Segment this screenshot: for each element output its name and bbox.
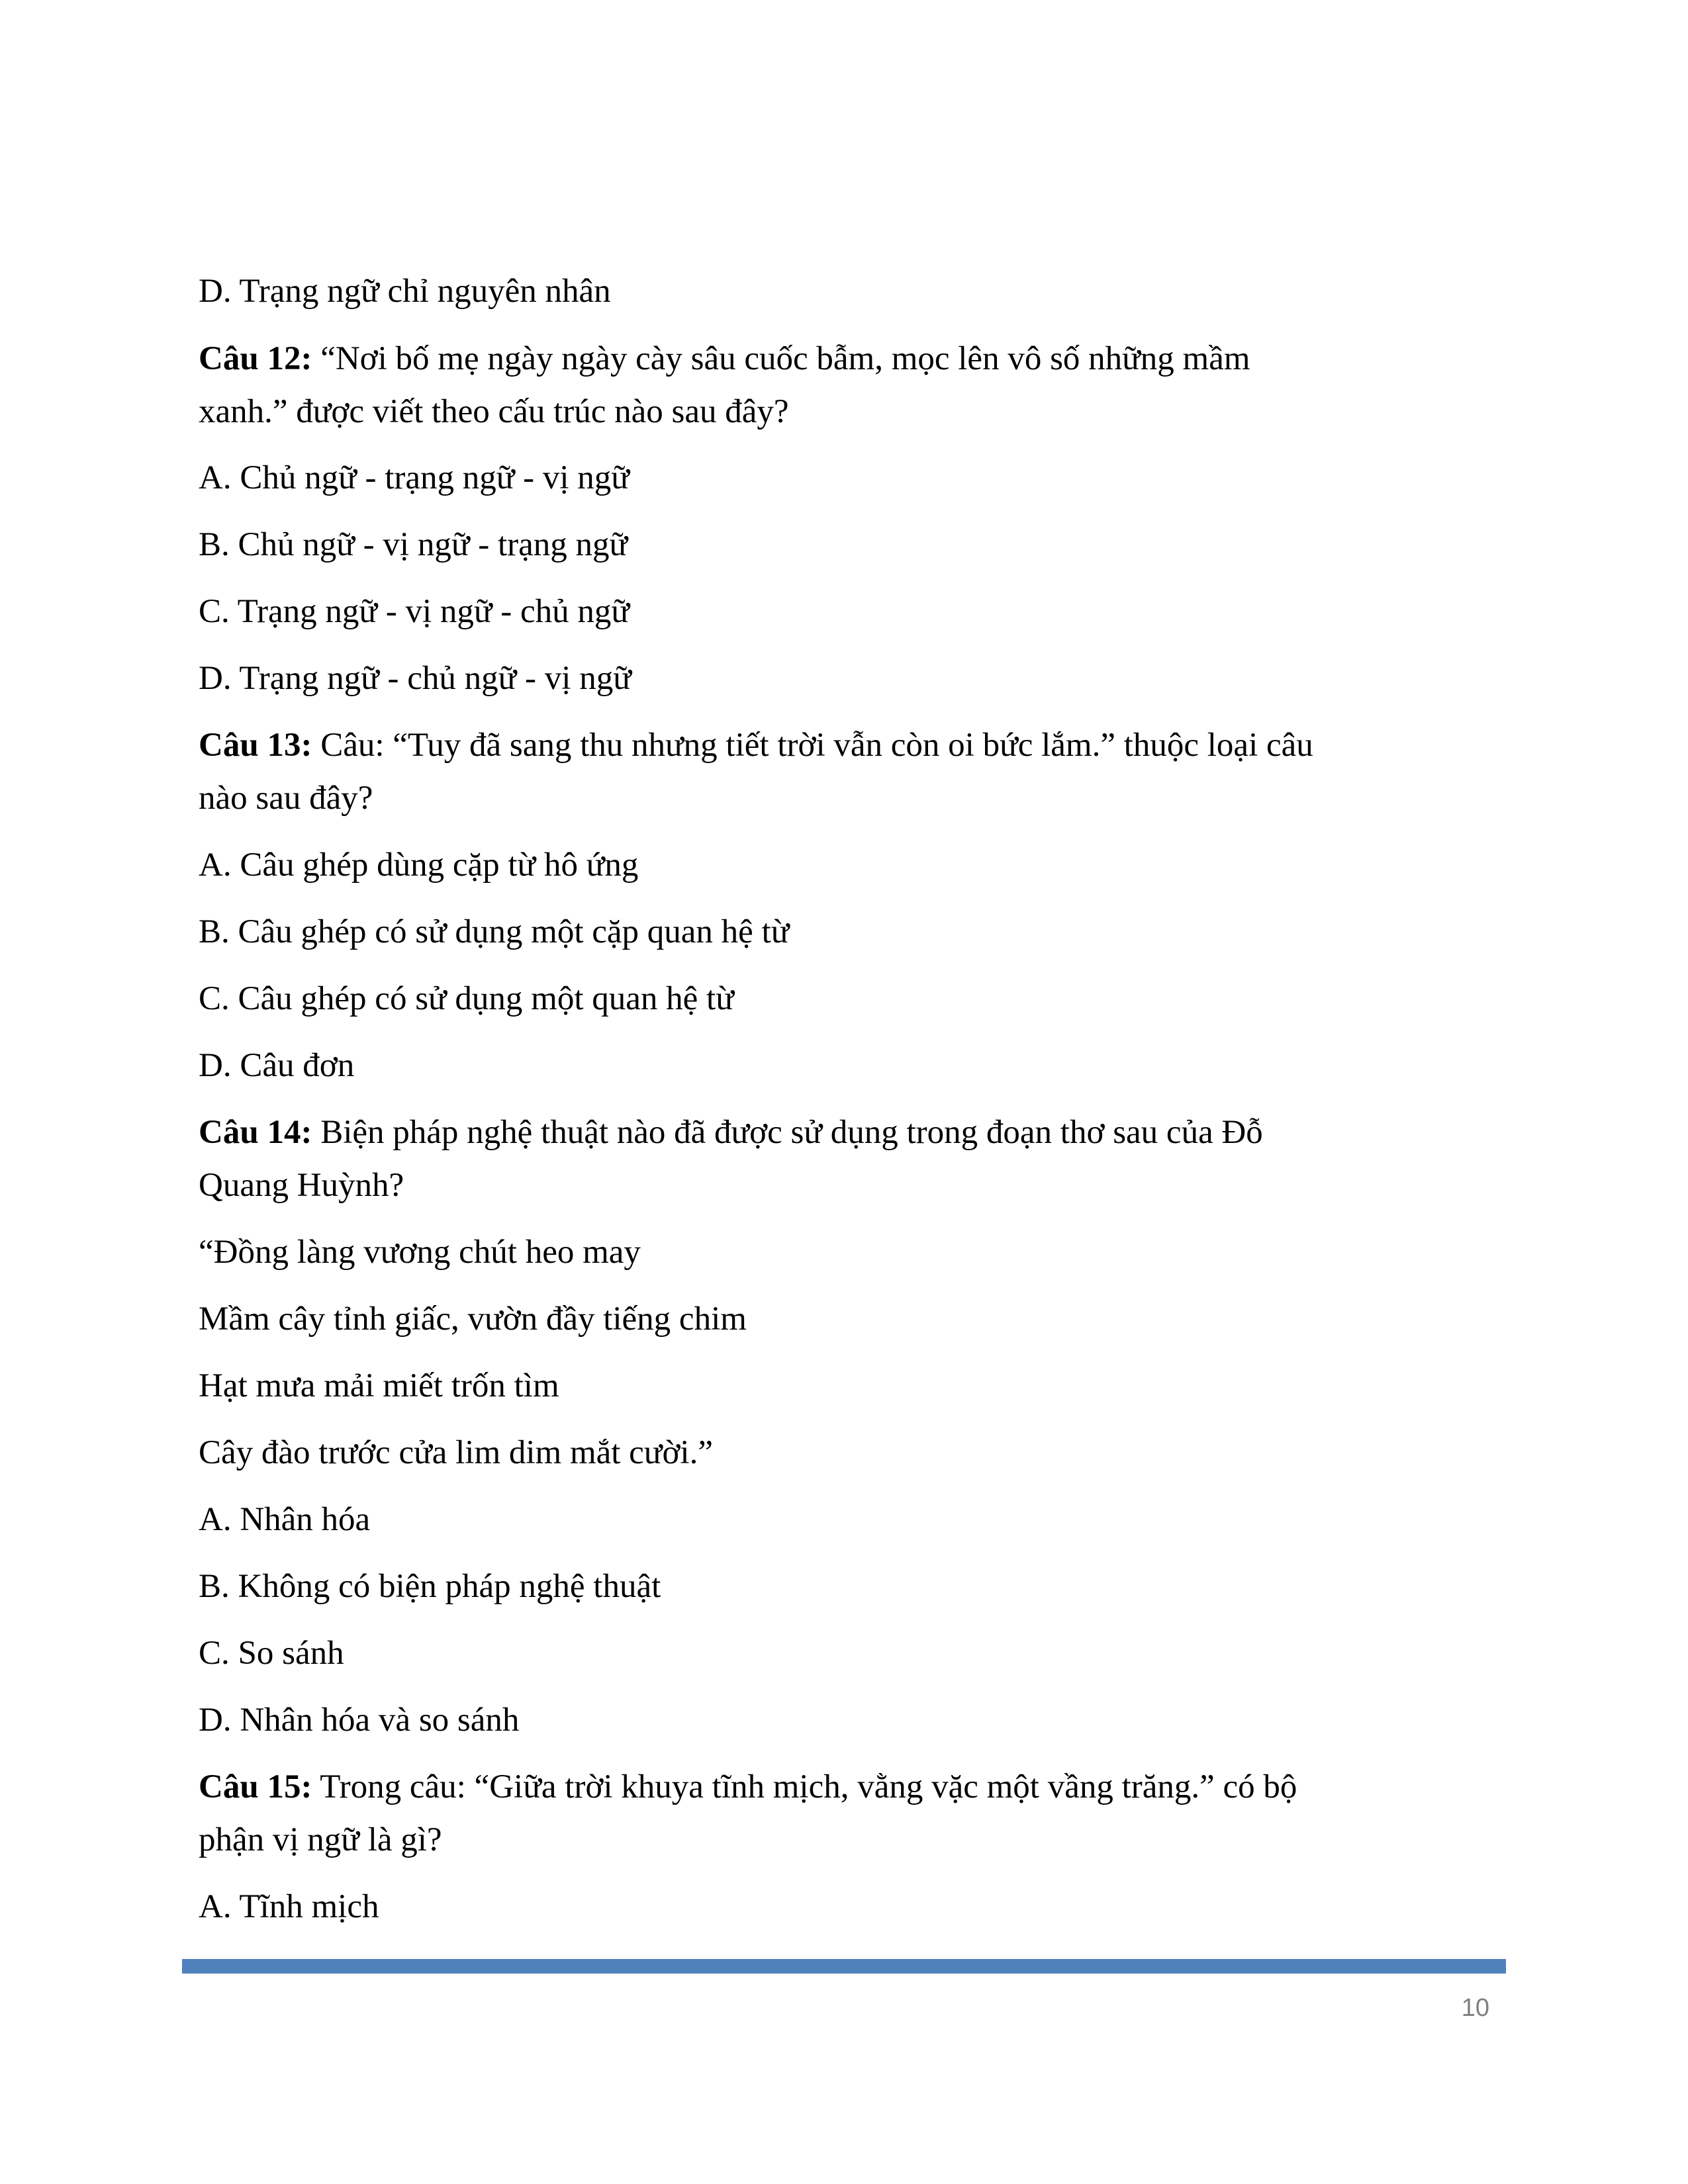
line-text: “Đồng làng vương chút heo may <box>199 1234 641 1271</box>
text-line <box>199 458 630 498</box>
line-text: Hạt mưa mải miết trốn tìm <box>199 1367 559 1404</box>
question-label: Câu 12: <box>199 340 312 377</box>
line-text: D. Trạng ngữ chỉ nguyên nhân <box>199 273 611 310</box>
text-line <box>199 1633 344 1673</box>
line-text: D. Nhân hóa và so sánh <box>199 1702 520 1739</box>
text-line <box>199 525 628 565</box>
text-line <box>199 778 373 818</box>
text-line <box>199 271 611 311</box>
line-text: “Nơi bố mẹ ngày ngày cày sâu cuốc bẫm, mọc lên vô số những mầm <box>312 340 1250 377</box>
text-line <box>199 1567 661 1606</box>
text-line <box>199 1046 354 1085</box>
text-line <box>199 1366 559 1406</box>
line-text: xanh.” được viết theo cấu trúc nào sau đây? <box>199 393 789 430</box>
text-line <box>199 725 1313 765</box>
text-line <box>199 1232 641 1272</box>
line-text: D. Câu đơn <box>199 1047 355 1084</box>
text-line <box>199 659 632 698</box>
text-line <box>199 1700 519 1740</box>
line-text: Câu: “Tuy đã sang thu nhưng tiết trời vẫn còn oi bức lắm.” thuộc loại câu <box>312 727 1313 764</box>
question-label: Câu 15: <box>199 1768 312 1805</box>
text-line <box>199 592 630 631</box>
line-text: A. Nhân hóa <box>199 1501 371 1538</box>
line-text: A. Câu ghép dùng cặp từ hô ứng <box>199 846 639 884</box>
line-text: C. So sánh <box>199 1635 344 1672</box>
line-text: Cây đào trước cửa lim dim mắt cười.” <box>199 1434 713 1471</box>
line-text: D. Trạng ngữ - chủ ngữ - vị ngữ <box>199 660 632 697</box>
line-text: Trong câu: “Giữa trời khuya tĩnh mịch, vằng vặc một vầng trăng.” có bộ <box>312 1768 1297 1805</box>
text-line <box>199 1500 370 1539</box>
line-text: Biện pháp nghệ thuật nào đã được sử dụng trong đoạn thơ sau của Đỗ <box>312 1114 1263 1151</box>
text-line <box>199 1433 713 1473</box>
question-label: Câu 14: <box>199 1114 312 1151</box>
line-text: nào sau đây? <box>199 780 373 817</box>
footer-divider <box>182 1959 1506 1974</box>
line-text: B. Câu ghép có sử dụng một cặp quan hệ từ <box>199 913 790 950</box>
text-line <box>199 845 638 885</box>
line-text: A. Tĩnh mịch <box>199 1888 379 1925</box>
text-line <box>199 392 789 432</box>
text-line <box>199 912 789 952</box>
line-text: phận vị ngữ là gì? <box>199 1821 442 1858</box>
text-line <box>199 1887 379 1927</box>
question-label: Câu 13: <box>199 727 312 764</box>
line-text: B. Không có biện pháp nghệ thuật <box>199 1568 661 1605</box>
line-text: C. Câu ghép có sử dụng một quan hệ từ <box>199 980 734 1017</box>
text-line <box>199 1113 1263 1152</box>
text-line <box>199 1820 442 1860</box>
text-line <box>199 1299 747 1339</box>
line-text: A. Chủ ngữ - trạng ngữ - vị ngữ <box>199 459 630 496</box>
line-text: C. Trạng ngữ - vị ngữ - chủ ngữ <box>199 593 630 630</box>
line-text: B. Chủ ngữ - vị ngữ - trạng ngữ <box>199 526 628 563</box>
text-line <box>199 1165 404 1205</box>
page-number: 10 <box>1461 1994 1489 2022</box>
line-text: Quang Huỳnh? <box>199 1167 404 1204</box>
text-line <box>199 339 1250 379</box>
text-line <box>199 1767 1297 1807</box>
line-text: Mầm cây tỉnh giấc, vườn đầy tiếng chim <box>199 1300 747 1338</box>
text-line <box>199 979 734 1019</box>
